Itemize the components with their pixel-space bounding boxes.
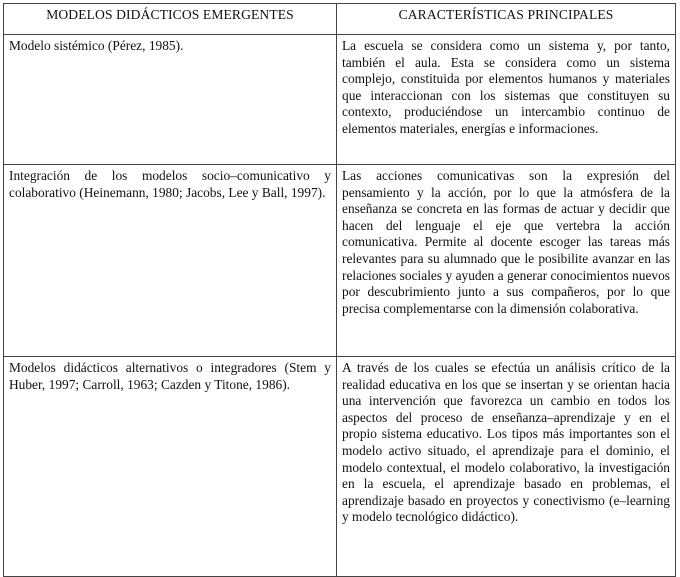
didactic-models-table bbox=[3, 3, 676, 577]
model-name-cell: Integración de los modelos socio–comunicativo y colaborativo (Heinemann, 1980; Jacobs, Lee y Ball, 1997). bbox=[4, 165, 337, 357]
column-header-models: MODELOS DIDÁCTICOS EMERGENTES bbox=[4, 4, 337, 35]
column-header-characteristics: CARACTERÍSTICAS PRINCIPALES bbox=[337, 4, 676, 35]
model-name-cell: Modelos didácticos alternativos o integradores (Stem y Huber, 1997; Carroll, 1963; Cazden y Titone, 1986). bbox=[4, 357, 337, 577]
characteristics-cell: A través de los cuales se efectúa un análisis crítico de la realidad educativa en los que se insertan y se orientan hacia una intervención que favorezca un cambio en todos los aspectos del proceso de enseñanza–aprendizaje y en el propio sistema educativo. Los tipos más importantes son el modelo activo situado, el aprendizaje para el dominio, el modelo contextual, el modelo colaborativo, la investigación en la escuela, el aprendizaje basado en problemas, el aprendizaje basado en proyectos y conectivismo (e–learning y modelo tecnológico didáctico). bbox=[337, 357, 676, 577]
table-row bbox=[4, 35, 676, 165]
table-header-row bbox=[4, 4, 676, 35]
model-name-cell: Modelo sistémico (Pérez, 1985). bbox=[4, 35, 337, 165]
characteristics-cell: La escuela se considera como un sistema y, por tanto, también el aula. Esta se considera como un sistema complejo, constituida por elementos humanos y materiales que interaccionan con los sistemas que constituyen su contexto, produciéndose un intercambio continuo de elementos materiales, energías e informaciones. bbox=[337, 35, 676, 165]
table-row bbox=[4, 357, 676, 577]
characteristics-cell: Las acciones comunicativas son la expresión del pensamiento y la acción, por lo que la atmósfera de la enseñanza se concreta en las formas de actuar y decidir que hacen del lenguaje el eje que vertebra la acción comunicativa. Permite al docente escoger las tareas más relevantes para su alumnado que le posibilite avanzar en las relaciones sociales y ayuden a generar conocimientos nuevos por descubrimiento junto a sus compañeros, por lo que precisa complementarse con la dimensión colaborativa. bbox=[337, 165, 676, 357]
table-row bbox=[4, 165, 676, 357]
